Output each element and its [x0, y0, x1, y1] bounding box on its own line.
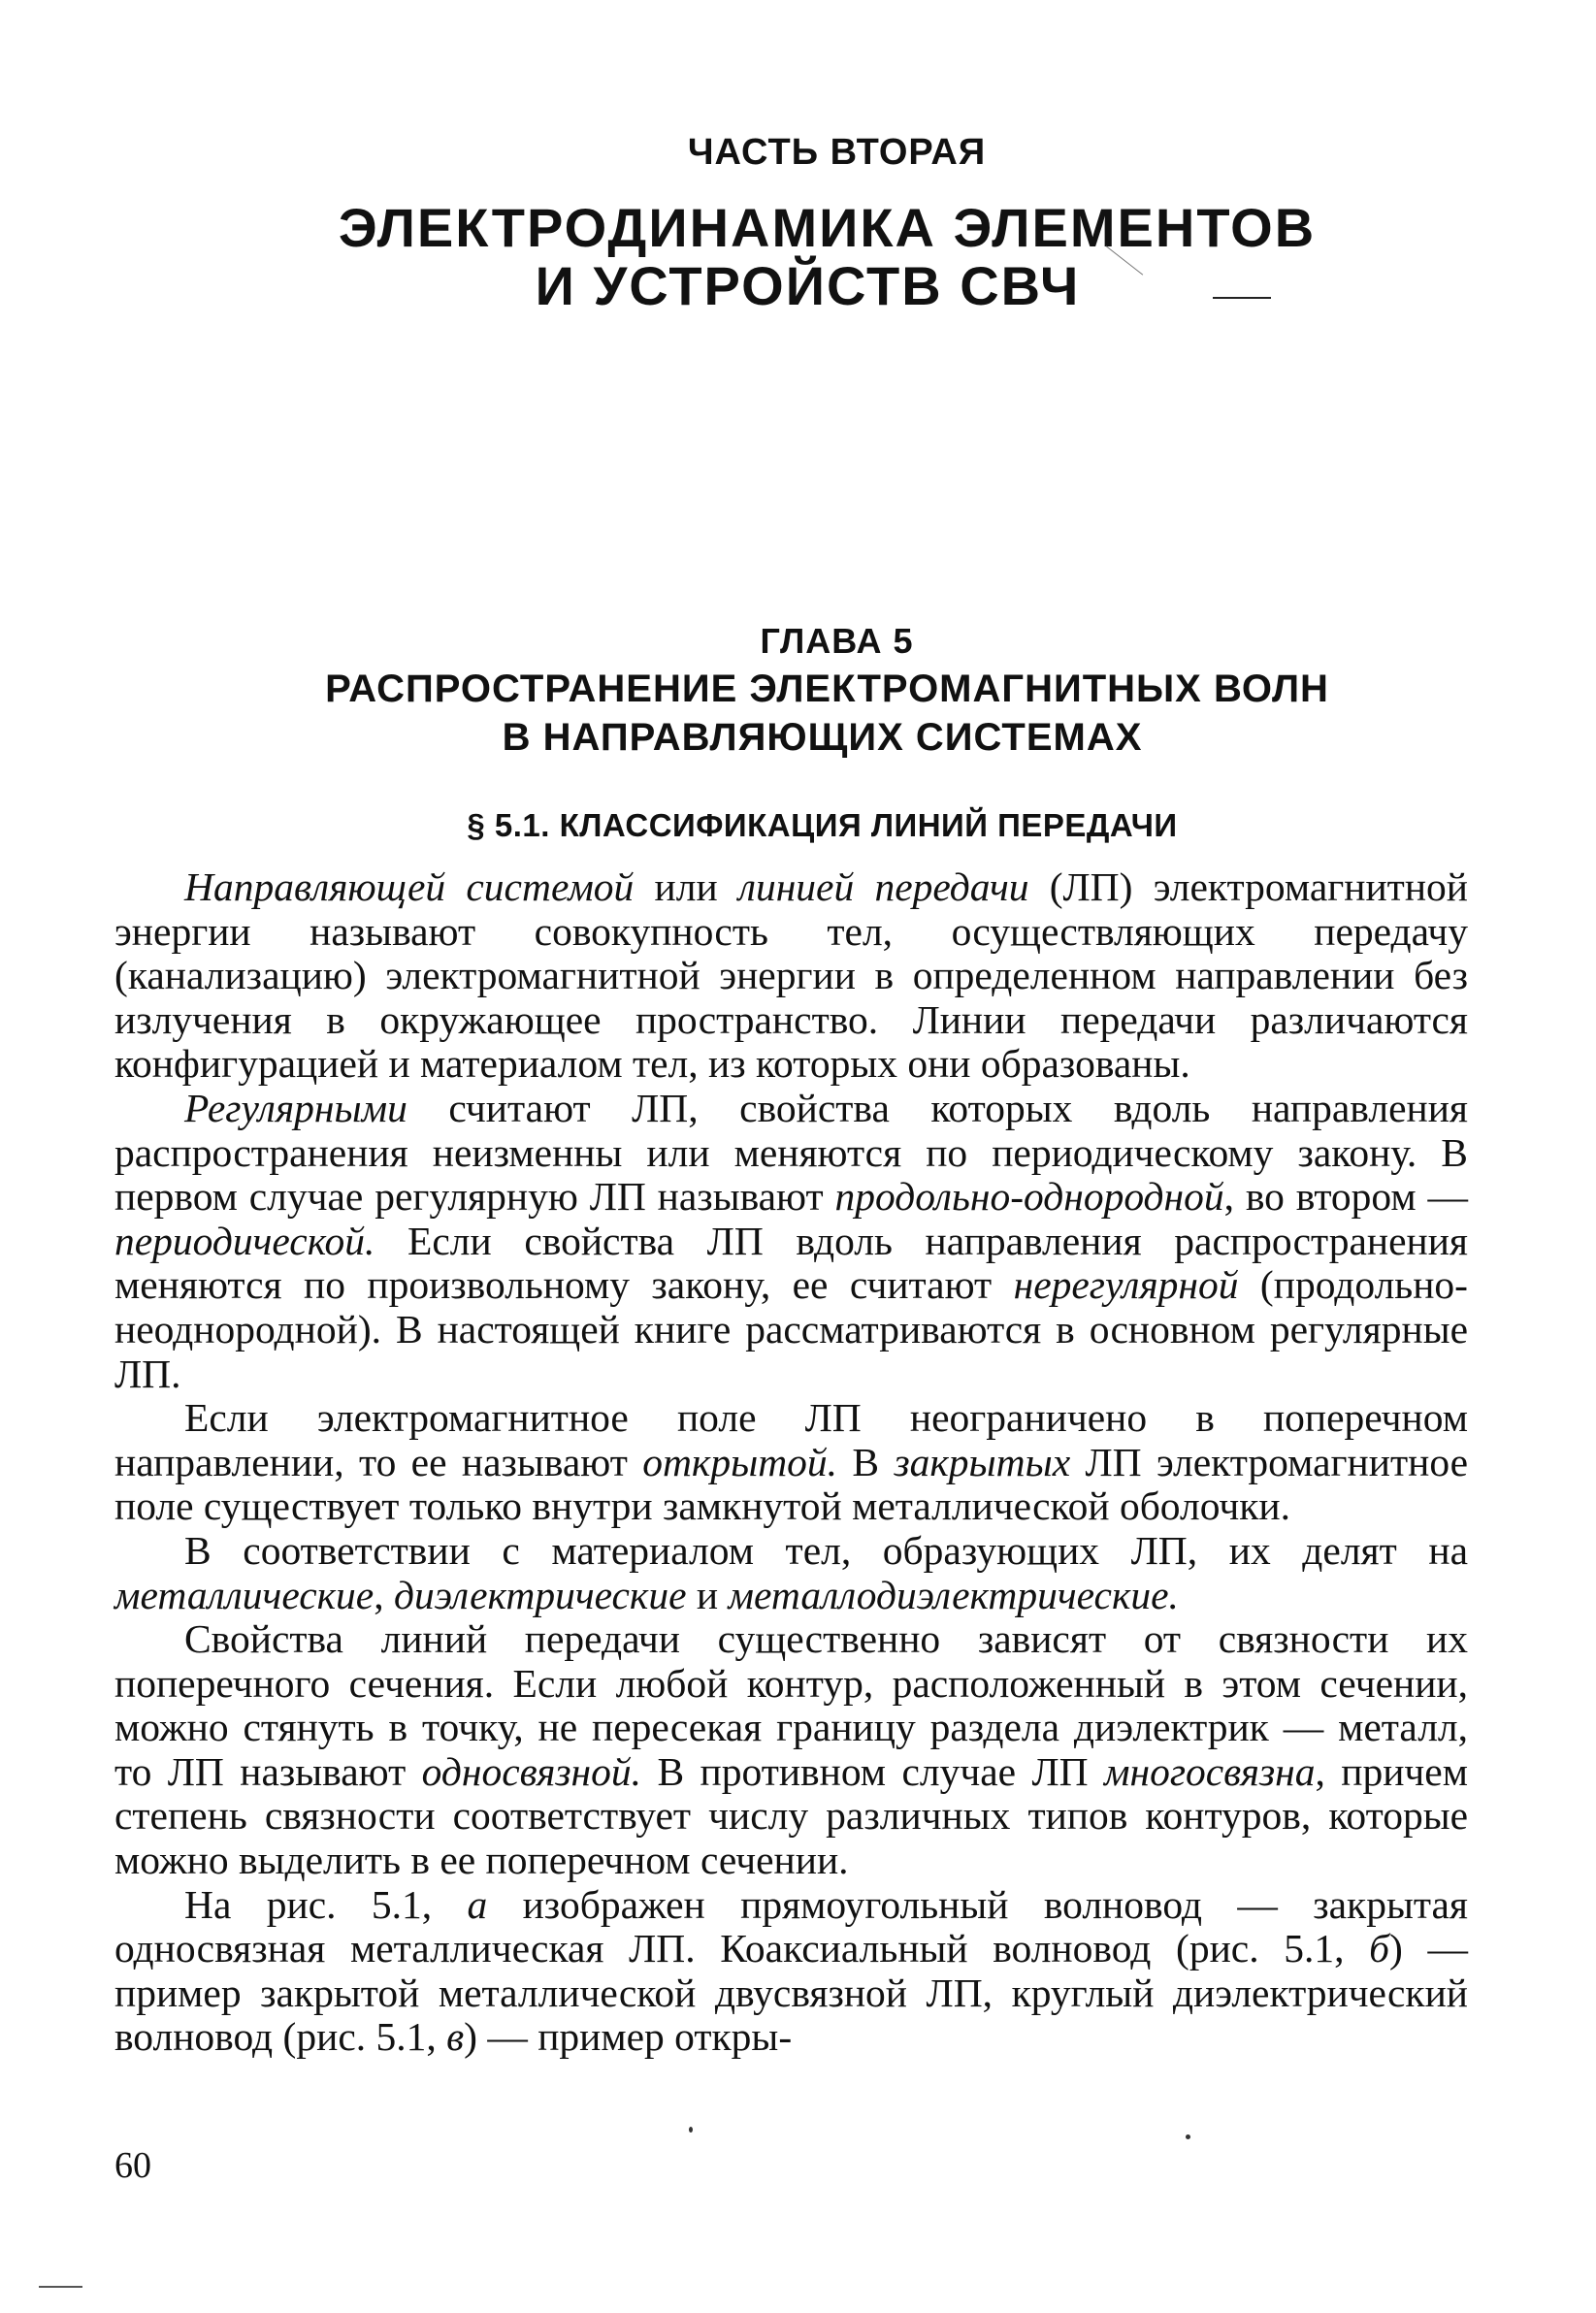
part-label: ЧАСТЬ ВТОРАЯ: [687, 132, 987, 173]
paragraph-2: [114, 1087, 1468, 1396]
text-run: ЛП электромагнитное поле существует только внутри замкнутой металлической оболочки.: [114, 1439, 1468, 1529]
text-run: (ЛП) электромагнитной энергии называют совокупность тел, осуществляющих передачу (канализацию) электромагнитной энергии в определенном направлении без излучения в окружающее пространство. Линии передачи различаются конфигурацией и материалом тел, из которых они образованы.: [114, 864, 1468, 1087]
text-run: На рис. 5.1,: [184, 1881, 468, 1927]
scan-speck: [1186, 2134, 1190, 2139]
italic-term: б: [1369, 1926, 1390, 1971]
text-run: В соответствии с материалом тел, образующих ЛП, их делят на: [184, 1527, 1468, 1573]
scan-artifact-mark: [1213, 297, 1271, 299]
chapter-label: ГЛАВА 5: [760, 621, 914, 661]
italic-term: продольно-однородной: [834, 1174, 1224, 1220]
text-run: изображен прямоугольный волновод — закрытая односвязная металлическая ЛП. Коаксиальный волновод (рис. 5.1,: [114, 1881, 1468, 1971]
paragraph-1: [114, 865, 1468, 1087]
text-run: считают ЛП, свойства которых вдоль направления распространения неизменны или меняются по периодическому закону. В первом случае регулярную ЛП называют: [114, 1085, 1468, 1220]
italic-term: диэлектрические: [393, 1572, 687, 1617]
italic-term: металлодиэлектрические.: [728, 1572, 1179, 1617]
text-run: , во втором —: [1223, 1174, 1468, 1220]
text-run: (продольно-неоднородной). В настоящей книге рассматриваются в основном регулярные ЛП.: [114, 1262, 1468, 1396]
chapter-title-line-1: РАСПРОСТРАНЕНИЕ ЭЛЕКТРОМАГНИТНЫХ ВОЛН: [325, 668, 1329, 710]
italic-term: Направляющей системой: [184, 864, 635, 909]
text-run: и: [686, 1572, 729, 1617]
chapter-title-line-2: В НАПРАВЛЯЮЩИХ СИСТЕМАХ: [502, 716, 1143, 759]
italic-term: Регулярными: [184, 1085, 407, 1130]
body-text: [114, 865, 1468, 2060]
italic-term: а: [467, 1881, 488, 1927]
text-run: или: [634, 864, 738, 909]
part-title-line-1: ЭЛЕКТРОДИНАМИКА ЭЛЕМЕНТОВ: [338, 197, 1317, 258]
italic-term: многосвязна: [1104, 1748, 1316, 1794]
italic-term: открытой.: [642, 1439, 838, 1484]
part-title-line-2: И УСТРОЙСТВ СВЧ: [535, 255, 1081, 316]
text-run: ) — пример закрытой металлической двусвязной ЛП, круглый диэлектрический волновод (рис. 5.1,: [114, 1926, 1469, 2060]
italic-term: металлические: [114, 1572, 375, 1617]
text-run: ,: [374, 1572, 394, 1617]
text-run: В противном случае ЛП: [641, 1748, 1104, 1794]
paragraph-5: [114, 1617, 1468, 1883]
text-run: В: [837, 1439, 895, 1484]
paragraph-6: [114, 1883, 1468, 2060]
italic-term: нерегулярной: [1013, 1262, 1239, 1308]
section-title: § 5.1. КЛАССИФИКАЦИЯ ЛИНИЙ ПЕРЕДАЧИ: [467, 807, 1178, 843]
scan-speck: [689, 2127, 693, 2133]
italic-term: закрытых: [894, 1439, 1071, 1484]
italic-term: периодической.: [114, 1218, 375, 1263]
text-run: Свойства линий передачи существенно зависят от связности их поперечного сечения. Если любой контур, расположенный в этом сечении, можно стянуть в точку, не пересекая границу раздела диэлектрик — металл, то ЛП называют: [114, 1616, 1468, 1794]
italic-term: односвязной.: [421, 1748, 642, 1794]
text-run: , причем степень связности соответствует числу различных типов контуров, которые можно выделить в ее поперечном сечении.: [114, 1748, 1468, 1883]
text-run: Если электромагнитное поле ЛП неограничено в поперечном направлении, то ее называют: [114, 1395, 1468, 1484]
text-run: ) — пример откры-: [464, 2014, 793, 2060]
italic-term: линией передачи: [737, 864, 1029, 909]
text-run: Если свойства ЛП вдоль направления распространения меняются по произвольному закону, ее считают: [114, 1218, 1468, 1308]
page-number: 60: [114, 2145, 151, 2186]
paragraph-3: [114, 1396, 1468, 1529]
paragraph-4: [114, 1529, 1468, 1617]
italic-term: в: [446, 2014, 465, 2060]
scan-artifact-mark: [39, 2286, 82, 2288]
